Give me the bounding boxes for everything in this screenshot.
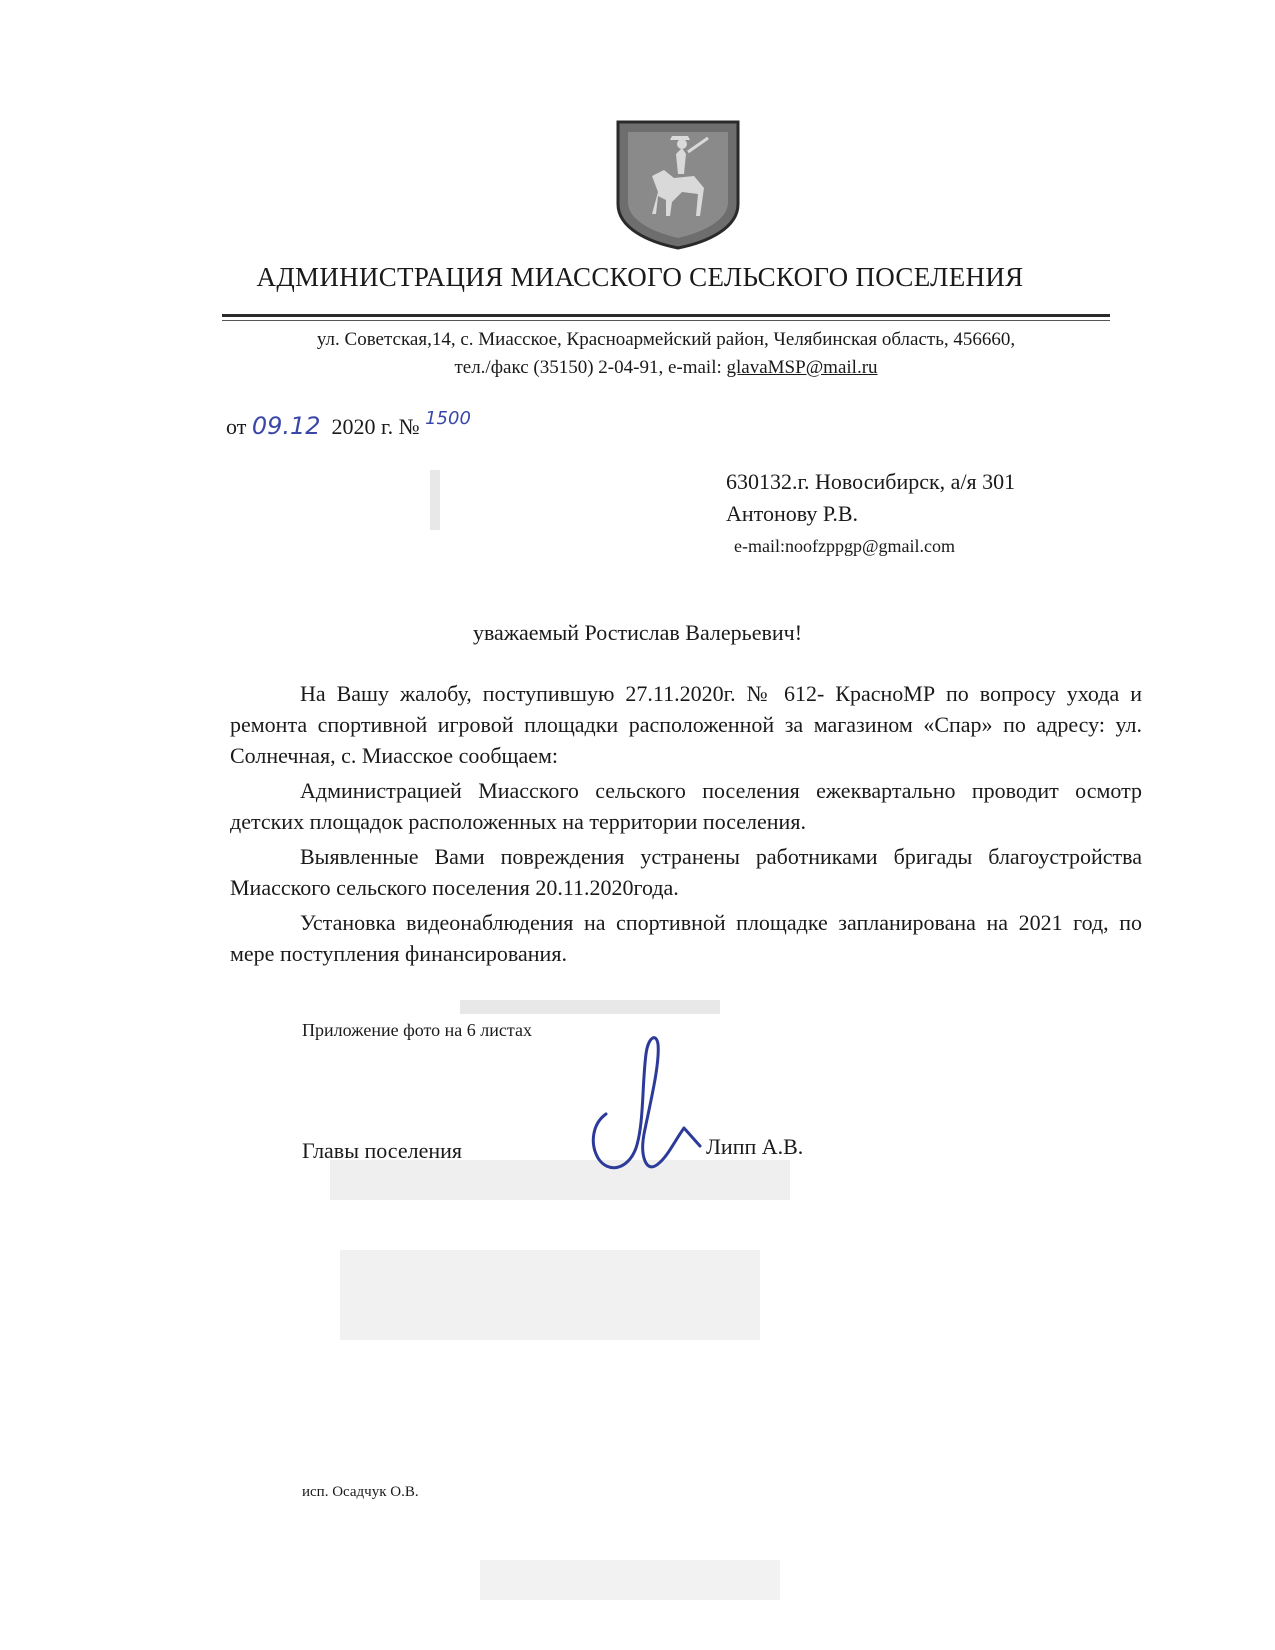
from-label: от xyxy=(226,414,247,439)
recipient-address: 630132.г. Новосибирск, а/я 301 xyxy=(726,469,1016,494)
attachment-note: Приложение фото на 6 листах xyxy=(302,1020,532,1040)
scan-artifact xyxy=(460,1000,720,1014)
phone-fax: тел./факс (35150) 2-04-91, e-mail: xyxy=(454,357,727,378)
document-reference xyxy=(226,408,471,440)
scan-artifact xyxy=(330,1160,790,1200)
recipient-name: Антонову Р.В. xyxy=(726,501,859,526)
scan-artifact xyxy=(340,1250,760,1340)
year-number-label: 2020 г. № xyxy=(331,414,420,439)
organization-email-link[interactable]: glavaMSP@mail.ru xyxy=(726,357,878,378)
header-divider-thin xyxy=(222,320,1110,321)
handwritten-number: 1500 xyxy=(425,408,471,429)
body-paragraph: На Вашу жалобу, поступившую 27.11.2020г. № 612- КрасноМР по вопросу ухода и ремонта спортивной игровой площадки расположенной за магазином «Спар» по адресу: ул. Солнечная, с. Миасское сообщаем: xyxy=(230,681,1142,768)
body-paragraph: Выявленные Вами повреждения устранены работниками бригады благоустройства Миасского сельского поселения 20.11.2020года. xyxy=(230,844,1142,900)
address-line: ул. Советская,14, с. Миасское, Красноармейский район, Челябинская область, 456660, xyxy=(316,329,1016,350)
organization-address xyxy=(222,326,1110,382)
letter-body xyxy=(230,678,1142,973)
organization-title: АДМИНИСТРАЦИЯ МИАССКОГО СЕЛЬСКОГО ПОСЕЛЕНИЯ xyxy=(256,262,1024,292)
recipient-email: e-mail:noofzppgp@gmail.com xyxy=(734,536,956,556)
body-paragraph: Администрацией Миасского сельского поселения ежеквартально проводит осмотр детских площадок расположенных на территории поселения. xyxy=(230,778,1142,834)
contact-line xyxy=(222,354,1110,382)
scan-artifact xyxy=(430,470,440,530)
signer-title: Главы поселения xyxy=(302,1138,463,1163)
body-paragraph: Установка видеонаблюдения на спортивной площадке запланирована на 2021 год, по мере поступления финансирования. xyxy=(230,910,1142,966)
executor-note: исп. Осадчук О.В. xyxy=(302,1484,419,1500)
coat-of-arms-icon xyxy=(612,118,744,250)
scan-artifact xyxy=(480,1560,780,1600)
header-divider xyxy=(222,314,1110,317)
signer-name: Липп А.В. xyxy=(706,1134,804,1159)
recipient-block xyxy=(726,466,1015,562)
handwritten-date: 09.12 xyxy=(251,412,321,440)
signature-icon xyxy=(588,1024,708,1204)
salutation: уважаемый Ростислав Валерьевич! xyxy=(472,620,803,645)
